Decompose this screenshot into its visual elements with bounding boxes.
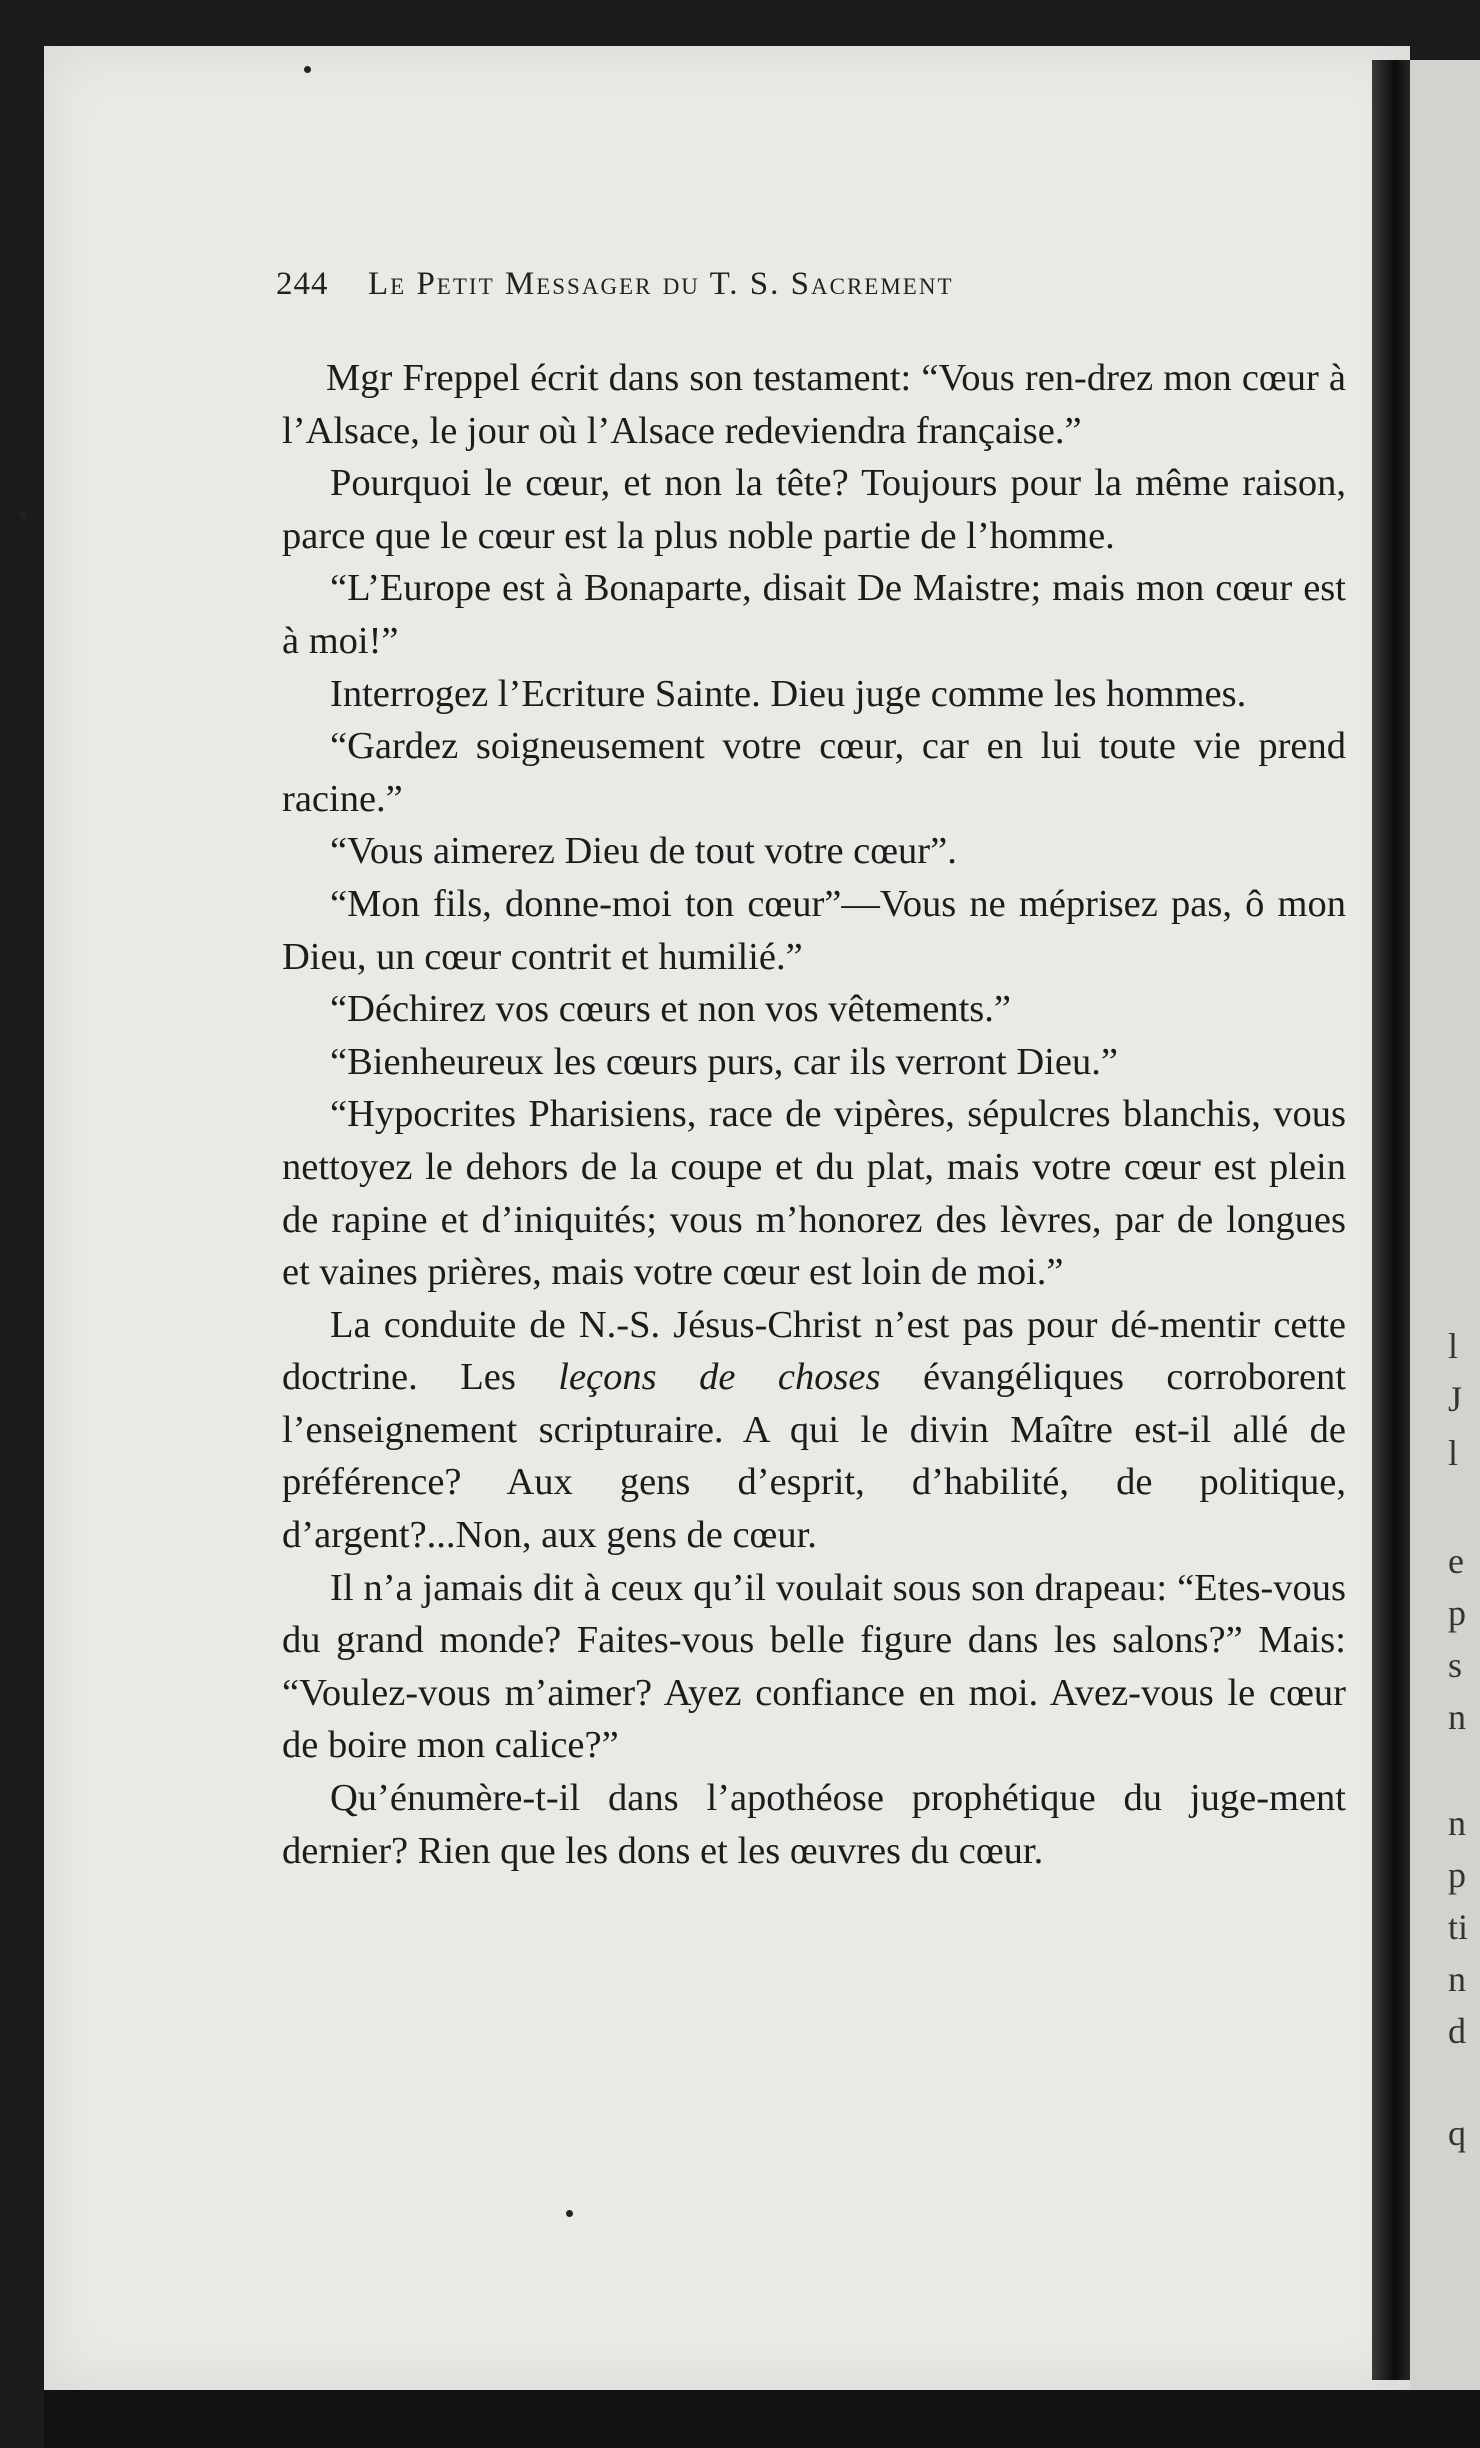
page-number: 244 xyxy=(276,266,329,302)
adjacent-page-fragment: p xyxy=(1448,1593,1466,1633)
book-binding-shadow xyxy=(1372,60,1410,2380)
paragraph-text: évangéliques corroborent l’enseignement scripturaire. A qui le divin Maître est-il allé de préférence? Aux gens d’esprit, d’habilité, de politique, d’argent?...Non, aux gens de cœur. xyxy=(282,1356,1346,1557)
paragraph: Qu’énumère-t-il dans l’apothéose prophétique du juge-ment dernier? Rien que les dons et les œuvres du cœur. xyxy=(282,1777,1346,1872)
scan-bottom-edge xyxy=(44,2390,1480,2448)
adjacent-page-fragment: p xyxy=(1448,1855,1466,1895)
paragraph: “Hypocrites Pharisiens, race de vipères, sépulcres blanchis, vous nettoyez le dehors de la coupe et du plat, mais votre cœur est plein de rapine et d’iniquités; vous m’honorez des lèvres, par de longues et vaines prières, mais votre cœur est loin de moi.” xyxy=(282,1093,1346,1294)
adjacent-page-fragment: ti xyxy=(1448,1907,1469,1947)
paragraph: “Déchirez vos cœurs et non vos vêtements.” xyxy=(330,988,1012,1031)
adjacent-page-fragment: l xyxy=(1448,1326,1459,1366)
running-header xyxy=(276,266,1276,303)
adjacent-page-fragment: q xyxy=(1448,2113,1466,2153)
paragraph: “Gardez soigneusement votre cœur, car en lui toute vie prend racine.” xyxy=(282,725,1346,820)
running-title: Le Petit Messager du T. S. Sacrement xyxy=(368,266,954,302)
paragraph: Interrogez l’Ecriture Sainte. Dieu juge comme les hommes. xyxy=(330,672,1247,715)
paragraph xyxy=(282,1299,1346,1562)
adjacent-page-fragment: l xyxy=(1448,1433,1459,1473)
adjacent-page-fragment: s xyxy=(1448,1645,1463,1685)
adjacent-page-fragment: e xyxy=(1448,1541,1464,1581)
adjacent-page-fragment: d xyxy=(1448,2011,1466,2051)
paragraph: “L’Europe est à Bonaparte, disait De Maistre; mais mon cœur est à moi!” xyxy=(282,567,1346,662)
paragraph-text: La conduite de N.-S. Jésus-Christ n’est pas pour dé-mentir cette doctrine. Les xyxy=(282,1303,1346,1399)
paragraph: “Mon fils, donne-moi ton cœur”—Vous ne méprisez pas, ô mon Dieu, un cœur contrit et humilié.” xyxy=(282,882,1346,978)
scan-speck xyxy=(304,66,311,73)
paragraph: Pourquoi le cœur, et non la tête? Toujours pour la même raison, parce que le cœur est la plus noble partie de l’homme. xyxy=(282,462,1346,557)
scan-speck xyxy=(566,2210,573,2217)
italic-phrase: leçons de choses xyxy=(558,1356,881,1399)
paragraph: Il n’a jamais dit à ceux qu’il voulait sous son drapeau: “Etes-vous du grand monde? Faites-vous belle figure dans les salons?” Mais: “Voulez-vous m’aimer? Ayez confiance en moi. Avez-vous le cœur de boire mon calice?” xyxy=(282,1566,1346,1767)
page-body xyxy=(282,352,1346,1877)
adjacent-page-fragment: n xyxy=(1448,1959,1466,1999)
adjacent-page xyxy=(1410,60,1480,2390)
adjacent-page-fragment: n xyxy=(1448,1697,1466,1737)
adjacent-page-fragment: J xyxy=(1448,1379,1463,1419)
scan-speck xyxy=(20,510,26,519)
adjacent-page-fragment: n xyxy=(1448,1803,1466,1843)
paragraph: “Bienheureux les cœurs purs, car ils verront Dieu.” xyxy=(330,1040,1118,1083)
paragraph: “Vous aimerez Dieu de tout votre cœur”. xyxy=(330,830,957,873)
paragraph: Mgr Freppel écrit dans son testament: “Vous ren-drez mon cœur à l’Alsace, le jour où l’Alsace redeviendra française.” xyxy=(282,357,1346,452)
